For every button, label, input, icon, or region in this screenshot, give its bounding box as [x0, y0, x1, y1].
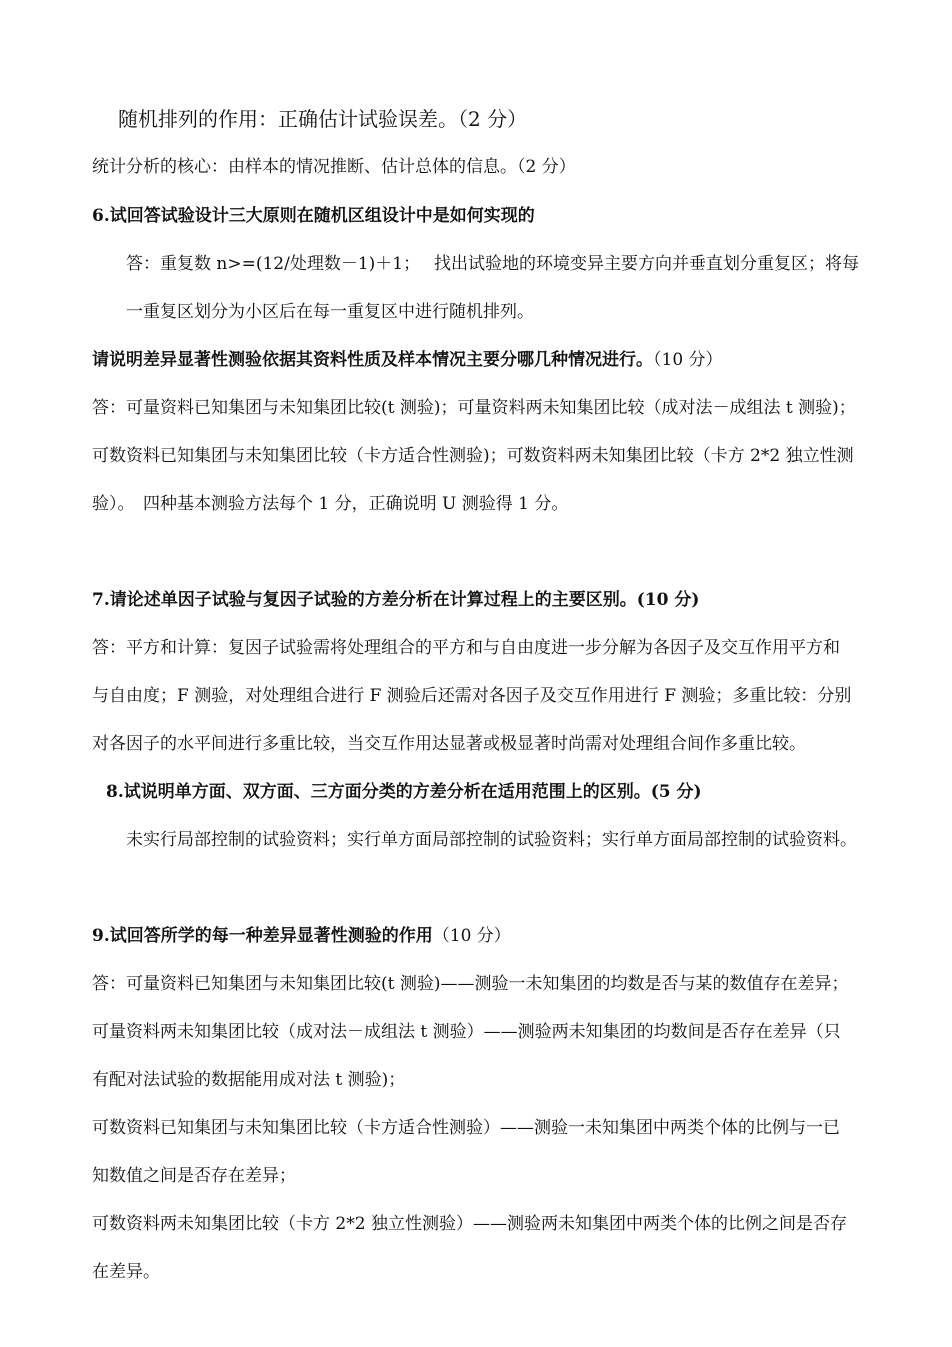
question-significance-points: （10 分） — [653, 350, 723, 370]
question-9-text: 9.试回答所学的每一种差异显著性测验的作用 — [92, 926, 433, 946]
question-9-answer-7: 在差异。 — [92, 1262, 160, 1282]
question-6-answer-2: 一重复区划分为小区后在每一重复区中进行随机排列。 — [126, 302, 534, 322]
question-9-answer-2: 可量资料两未知集团比较（成对法－成组法 t 测验）——测验两未知集团的均数间是否存在差异（只 — [92, 1022, 841, 1042]
question-9-points: （10 分） — [432, 926, 511, 946]
question-significance-answer-2: 可数资料已知集团与未知集团比较（卡方适合性测验)；可数资料两未知集团比较（卡方 2*2 独立性测 — [92, 446, 854, 466]
question-9-answer-5: 知数值之间是否存在差异； — [92, 1166, 296, 1186]
question-8-answer-1: 未实行局部控制的试验资料；实行单方面局部控制的试验资料；实行单方面局部控制的试验资料。 — [126, 830, 857, 850]
question-significance-text: 请说明差异显著性测验依据其资料性质及样本情况主要分哪几种情况进行。 — [92, 350, 653, 370]
question-significance-answer-3: 验）。 四种基本测验方法每个 1 分，正确说明 U 测验得 1 分。 — [92, 494, 569, 514]
question-9-answer-1: 答：可量资料已知集团与未知集团比较(t 测验)——测验一未知集团的均数是否与某的数值存在差异； — [92, 974, 849, 994]
question-8-title: 8.试说明单方面、双方面、三方面分类的方差分析在适用范围上的区别。(5 分) — [106, 782, 702, 802]
question-significance-title — [92, 336, 872, 384]
statistics-core-line: 统计分析的核心：由样本的情况推断、估计总体的信息。（2 分） — [92, 157, 576, 177]
question-7-answer-3: 对各因子的水平间进行多重比较，当交互作用达显著或极显著时尚需对处理组合间作多重比较。 — [92, 734, 806, 754]
question-6-title: 6.试回答试验设计三大原则在随机区组设计中是如何实现的 — [92, 206, 535, 226]
question-6-answer-1: 答：重复数 n>=(12/处理数－1)＋1； 找出试验地的环境变异主要方向并垂直划分重复区；将每 — [126, 254, 859, 274]
question-9-title — [92, 912, 872, 960]
question-9-answer-3: 有配对法试验的数据能用成对法 t 测验)； — [92, 1070, 406, 1090]
question-7-answer-1: 答：平方和计算：复因子试验需将处理组合的平方和与自由度进一步分解为各因子及交互作用平方和 — [92, 638, 840, 658]
question-7-answer-2: 与自由度；F 测验，对处理组合进行 F 测验后还需对各因子及交互作用进行 F 测验；多重比较：分别 — [92, 686, 852, 706]
spacer — [92, 528, 872, 576]
question-9-answer-4: 可数资料已知集团与未知集团比较（卡方适合性测验）——测验一未知集团中两类个体的比例与一已 — [92, 1118, 840, 1138]
question-9-answer-6: 可数资料两未知集团比较（卡方 2*2 独立性测验）——测验两未知集团中两类个体的比例之间是否存 — [92, 1214, 847, 1234]
question-7-title: 7.请论述单因子试验与复因子试验的方差分析在计算过程上的主要区别。(10 分) — [92, 590, 700, 610]
random-arrangement-line: 随机排列的作用：正确估计试验误差。（2 分） — [118, 107, 528, 131]
spacer — [92, 864, 872, 912]
question-significance-answer-1: 答：可量资料已知集团与未知集团比较(t 测验)；可量资料两未知集团比较（成对法－成组法 t 测验)； — [92, 398, 856, 418]
